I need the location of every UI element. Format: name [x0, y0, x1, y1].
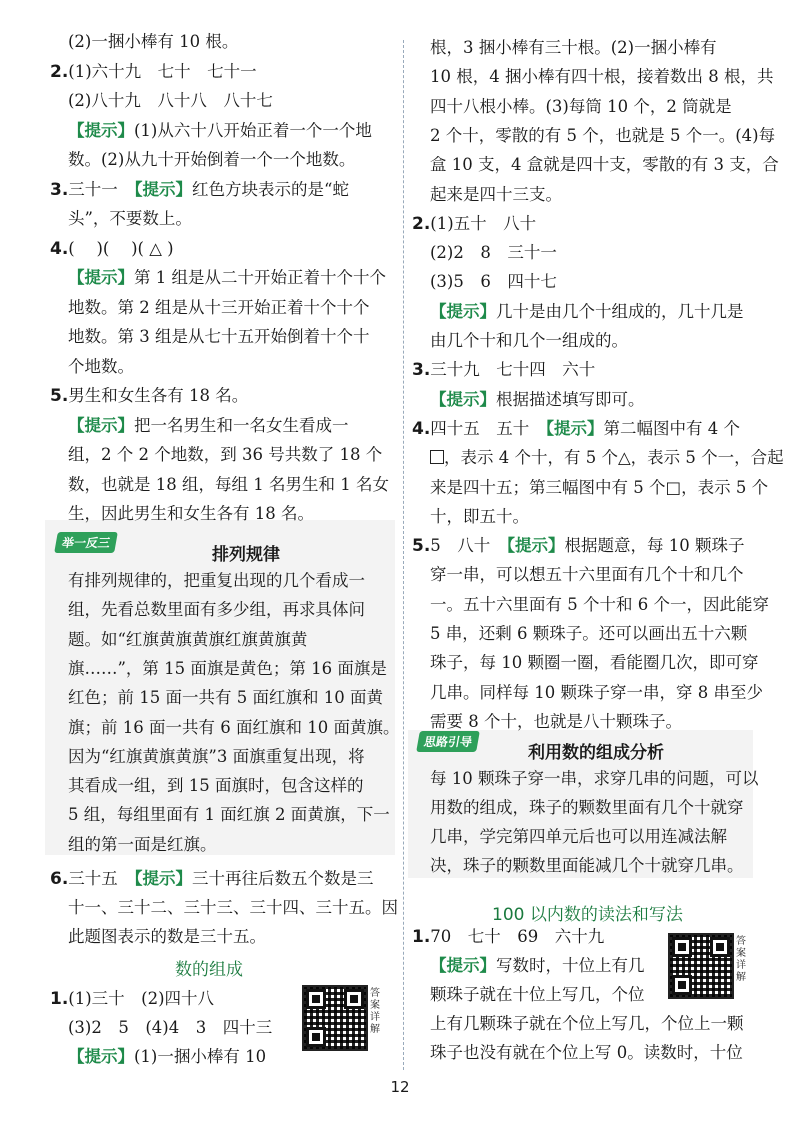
answer-text: 根据题意，每 10 颗珠子	[564, 536, 745, 556]
answer-text: 男生和女生各有 18 名。	[68, 386, 249, 405]
answer-text: 根，3 捆小棒有三十根。(2)一捆小棒有	[430, 38, 717, 57]
answer-text: 十一、三十二、三十三、三十四、三十五。因	[68, 898, 398, 917]
answer-line	[68, 28, 238, 56]
answer-text: 个地数。	[68, 356, 134, 376]
answer-text: 由几个十和几个一组成的。	[430, 331, 628, 350]
tip-line: 其看成一组，到 15 面旗时，包含这样的	[68, 776, 364, 796]
answer-line	[430, 268, 557, 296]
answer-text: (1)从六十八开始正着一个一个地	[134, 120, 372, 140]
tip-line: 旗……”，第 15 面旗是黄色；第 16 面旗是	[68, 658, 387, 678]
answer-text: (3)5 6 四十七	[430, 272, 557, 292]
answer-text: 10 根，4 捆小棒有四十根，接着数出 8 根，共	[430, 67, 774, 87]
question-number: 3.	[50, 179, 69, 200]
answer-text: 三十九 七十四 六十	[430, 360, 596, 380]
answer-text: 此题图表示的数是三十五。	[68, 927, 266, 946]
hint-label: 【提示】	[134, 869, 193, 888]
answer-line	[430, 649, 759, 677]
answer-text: 把一名男生和一名女生看成一	[134, 415, 349, 435]
square-symbol	[430, 450, 444, 464]
answer-line	[68, 471, 389, 499]
answer-text: 根据描述填写即可。	[496, 389, 645, 409]
answer-line	[50, 235, 174, 263]
hint-label: 【提示】	[545, 418, 604, 438]
hint-label: 【提示】	[430, 956, 496, 975]
answer-line	[68, 353, 134, 381]
answer-line	[430, 474, 768, 502]
answer-line	[412, 356, 595, 384]
question-number: 2.	[50, 61, 69, 82]
hint-label: 【提示】	[68, 1047, 134, 1066]
hint-label: 【提示】	[430, 389, 496, 409]
answer-text: 上有几颗珠子就在个位上写几，个位上一颗	[430, 1014, 744, 1033]
answer-line	[412, 923, 604, 951]
answer-line	[68, 441, 382, 469]
section-title: 100 以内数的读法和写法	[492, 905, 683, 925]
answer-line	[68, 294, 370, 322]
answer-line	[50, 58, 257, 86]
tip-line: 旗；前 16 面一共有 6 面红旗和 10 面黄旗。	[68, 717, 400, 737]
answer-line	[68, 117, 372, 145]
tip-title: 利用数的组成分析	[528, 743, 664, 763]
answer-line	[68, 87, 273, 115]
answer-line	[430, 444, 784, 472]
answer-text: 头”，不要数上。	[68, 209, 192, 228]
question-number: 4.	[50, 238, 69, 259]
question-number: 1.	[412, 927, 431, 947]
qr-code[interactable]	[668, 933, 734, 999]
answer-text: (2)2 8 三十一	[430, 243, 557, 263]
answer-text: 地数。第 2 组是从十三开始正着十个十个	[68, 297, 370, 317]
answer-text: 数，也就是 18 组，每组 1 名男生和 1 名女	[68, 474, 389, 494]
answer-line	[430, 298, 744, 326]
answer-text: ，表示 4 个十，有 5 个△，表示 5 个一，合起	[444, 448, 784, 468]
answer-text: 生，因此男生和女生各有 18 名。	[68, 504, 314, 523]
answer-line	[68, 205, 192, 233]
answer-line	[430, 952, 645, 980]
tip-line: 5 组，每组里面有 1 面红旗 2 面黄旗，下一	[68, 805, 390, 825]
answer-line	[430, 561, 744, 589]
tip-line: 决，珠子的颗数里面能减几个十就穿几串。	[430, 856, 744, 875]
hint-label: 【提示】	[68, 120, 134, 140]
tip-line: 因为“红旗黄旗黄旗”3 面旗重复出现，将	[68, 746, 365, 766]
answer-text: (3)2 5 (4)4 3 四十三	[68, 1018, 273, 1037]
question-number: 4.	[412, 418, 431, 439]
answer-text: 四十八根小棒。(3)每筒 10 个，2 筒就是	[430, 96, 732, 116]
section-title: 数的组成	[175, 960, 243, 980]
answer-line	[68, 500, 314, 528]
answer-line	[430, 93, 732, 121]
tip-line: 有排列规律的，把重复出现的几个看成一	[68, 571, 365, 590]
tip-line: 用数的组成，珠子的颗数里面有几个十就穿	[430, 798, 744, 817]
answer-text: 5 八十	[430, 536, 507, 556]
question-number: 1.	[50, 989, 69, 1009]
answer-line	[430, 386, 645, 414]
answer-text: 红色方块表示的是“蛇	[192, 179, 349, 199]
answer-text: (2)一捆小棒有 10 根。	[68, 32, 239, 51]
answer-text: (1)一捆小棒有 10	[134, 1047, 267, 1066]
answer-text: 写数时，十位上有几	[496, 956, 645, 975]
qr-label: 答案详解	[370, 988, 380, 1035]
answer-line	[430, 34, 717, 62]
answer-line	[430, 1039, 743, 1067]
answer-text: 三十五	[68, 869, 135, 888]
hint-label: 【提示】	[506, 536, 565, 556]
answer-text: 第二幅图中有 4 个	[603, 418, 741, 438]
answer-line	[50, 382, 248, 410]
answer-text: 三十一	[68, 179, 135, 199]
answer-line	[430, 503, 529, 531]
tip-line: 红色；前 15 面一共有 5 面红旗和 10 面黄	[68, 688, 383, 708]
answer-line	[50, 176, 349, 204]
answer-line	[68, 894, 398, 922]
answer-line	[430, 151, 779, 179]
answer-line	[412, 532, 745, 560]
question-number: 6.	[50, 869, 69, 889]
answer-line	[430, 591, 769, 619]
qr-code[interactable]	[302, 985, 368, 1051]
answer-text: 来是四十五；第三幅图中有 5 个□，表示 5 个	[430, 477, 769, 497]
answer-text: 第 1 组是从二十开始正着十个十个	[134, 268, 386, 287]
answer-text: 需要 8 个十，也就是八十颗珠子。	[430, 711, 682, 731]
answer-line	[68, 1043, 266, 1071]
answer-line	[412, 415, 740, 443]
tip-line: 组，先看总数里面有多少组，再求具体问	[68, 600, 365, 620]
answer-text: 四十五 五十	[430, 418, 546, 438]
answer-line	[68, 146, 355, 174]
hint-label: 【提示】	[68, 268, 134, 287]
answer-text: 珠子，每 10 颗圈一圈，看能圈几次，即可穿	[430, 653, 759, 673]
answer-text: (1)三十 (2)四十八	[68, 989, 215, 1008]
answer-line	[412, 210, 536, 238]
tip-line: 几串，学完第四单元后也可以用连减法解	[430, 827, 727, 846]
answer-text: 2 个十，零散的有 5 个，也就是 5 个一。(4)每	[430, 125, 776, 145]
answer-text: 颗珠子就在十位上写几，个位	[430, 985, 645, 1004]
answer-text: (1)六十九 七十 七十一	[68, 61, 257, 81]
answer-text: ( )( )( △ )	[68, 238, 174, 258]
answer-text: 70 七十 69 六十九	[430, 927, 605, 946]
tip-line: 题。如“红旗黄旗黄旗红旗黄旗黄	[68, 629, 308, 649]
answer-line	[430, 122, 775, 150]
answer-text: 盒 10 支，4 盒就是四十支，零散的有 3 支，合	[430, 155, 779, 175]
answer-line	[68, 323, 370, 351]
qr-label: 答案详解	[736, 936, 746, 983]
answer-line	[50, 865, 374, 893]
answer-text: 几十是由几个十组成的，几十几是	[496, 301, 744, 321]
answer-line	[68, 264, 386, 292]
hint-label: 【提示】	[68, 415, 134, 435]
column-divider	[403, 40, 404, 1070]
answer-text: 5 串，还剩 6 颗珠子。还可以画出五十六颗	[430, 624, 748, 643]
answer-text: (2)八十九 八十八 八十七	[68, 91, 273, 110]
answer-text: 穿一串，可以想五十六里面有几个十和几个	[430, 565, 744, 585]
answer-text: 十，即五十。	[430, 506, 529, 526]
answer-text: 起来是四十三支。	[430, 184, 562, 204]
answer-line	[68, 923, 266, 951]
question-number: 3.	[412, 360, 431, 381]
answer-text: 地数。第 3 组是从七十五开始倒着十个十	[68, 327, 370, 346]
answer-text: 组，2 个 2 个地数，到 36 号共数了 18 个	[68, 445, 383, 464]
question-number: 2.	[412, 213, 431, 234]
answer-line	[430, 981, 645, 1009]
question-number: 5.	[412, 536, 431, 557]
answer-text: 三十再往后数五个数是三	[192, 869, 374, 888]
answer-line	[68, 412, 349, 440]
hint-label: 【提示】	[134, 179, 193, 199]
tip-title: 排列规律	[212, 545, 280, 565]
answer-line	[430, 679, 763, 707]
tip-tag: 思路引导	[416, 731, 480, 752]
answer-line	[430, 63, 773, 91]
tip-line: 组的第一面是红旗。	[68, 834, 217, 854]
answer-text: 一。五十六里面有 5 个十和 6 个一，因此能穿	[430, 594, 769, 614]
answer-text: 珠子也没有就在个位上写 0。读数时，十位	[430, 1043, 743, 1062]
answer-line	[430, 620, 747, 648]
hint-label: 【提示】	[430, 301, 496, 321]
tip-line: 每 10 颗珠子穿一串，求穿几串的问题，可以	[430, 769, 759, 788]
tip-tag: 举一反三	[54, 532, 118, 553]
answer-line	[430, 181, 562, 209]
question-number: 5.	[50, 386, 69, 406]
answer-text: (1)五十 八十	[430, 213, 537, 233]
answer-text: 数。(2)从九十开始倒着一个一个地数。	[68, 150, 356, 169]
answer-line	[68, 1014, 272, 1042]
answer-line	[430, 1010, 744, 1038]
answer-line	[430, 327, 628, 355]
page-number: 12	[390, 1078, 410, 1096]
answer-line	[430, 239, 557, 267]
answer-line	[50, 985, 214, 1013]
answer-text: 几串。同样每 10 颗珠子穿一串，穿 8 串至少	[430, 682, 763, 702]
